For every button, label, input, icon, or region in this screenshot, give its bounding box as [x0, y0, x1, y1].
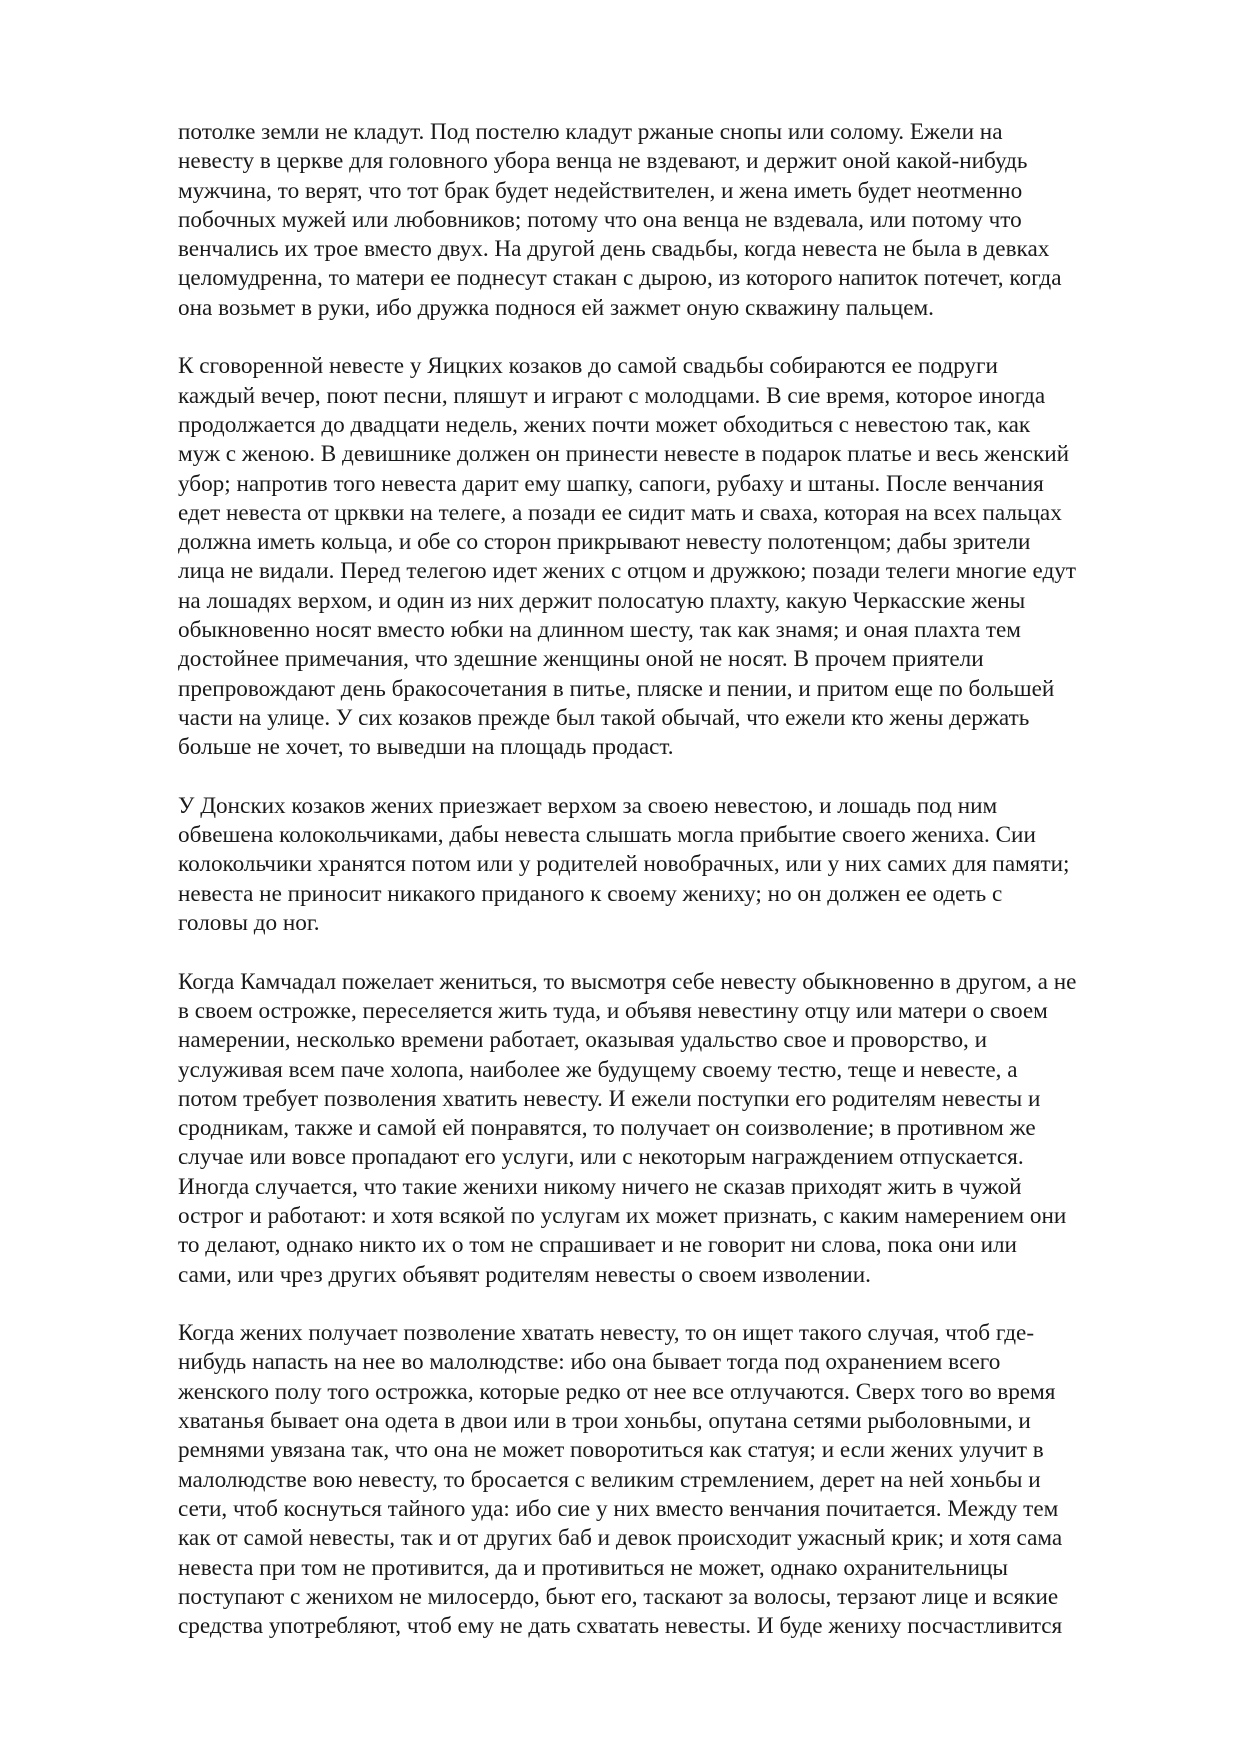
- text-line: каждый вечер, поют песни, пляшут и играют с молодцами. В сие время, которое иногда: [178, 382, 1046, 409]
- text-line: обыкновенно носят вместо юбки на длинном шесту, так как знамя; и оная плахта тем: [178, 617, 1021, 644]
- text-line: обвешена колокольчиками, дабы невеста слышать могла прибытие своего жениха. Сии: [178, 822, 1036, 849]
- text-line: малолюдстве вою невесту, то бросается с великим стремлением, дерет на ней хоньбы и: [178, 1466, 1041, 1493]
- text-line: потом требует позволения хватить невесту. И ежели поступки его родителям невесты и: [178, 1085, 1041, 1112]
- text-line: муж с женою. В девишнике должен он принести невесте в подарок платье и весь женский: [178, 441, 1070, 468]
- text-line: лица не видали. Перед телегою идет жених с отцом и дружкою; позади телеги многие едут: [178, 558, 1077, 585]
- text-line: сами, или чрез других объявят родителям невесты о своем изволении.: [178, 1261, 871, 1288]
- text-line: случае или вовсе пропадают его услуги, или с некоторым награждением отпускается.: [178, 1144, 1024, 1171]
- text-line: достойнее примечания, что здешние женщины оной не носят. В прочем приятели: [178, 646, 984, 673]
- text-line: убор; напротив того невеста дарит ему шапку, сапоги, рубаху и штаны. После венчания: [178, 470, 1044, 497]
- document-body: [178, 118, 1168, 1671]
- text-line: части на улице. У сих козаков прежде был такой обычай, что ежели кто жены держать: [178, 704, 1030, 731]
- paragraph-3: [178, 792, 1168, 938]
- text-line: больше не хочет, то выведши на площадь продаст.: [178, 734, 674, 761]
- text-line: К сговоренной невесте у Яицких козаков до самой свадьбы собираются ее подруги: [178, 353, 998, 380]
- text-line: должна иметь кольца, и обе со сторон прикрывают невесту полотенцом; дабы зрители: [178, 529, 1031, 556]
- text-line: она возьмет в руки, ибо дружка поднося ей зажмет оную скважину пальцем.: [178, 294, 934, 321]
- text-line: побочных мужей или любовников; потому что она венца не вздевала, или потому что: [178, 206, 1022, 233]
- text-line: сети, чтоб коснуться тайного уда: ибо сие у них вместо венчания почитается. Между тем: [178, 1495, 1059, 1522]
- text-line: головы до ног.: [178, 910, 320, 937]
- paragraph-1: [178, 118, 1168, 323]
- text-line: сродникам, также и самой ей понравятся, то получает он соизволение; в противном же: [178, 1115, 1036, 1142]
- text-line: поступают с женихом не милосердо, бьют его, таскают за волосы, терзают лице и всякие: [178, 1583, 1059, 1610]
- text-line: Иногда случается, что такие женихи никому ничего не сказав приходят жить в чужой: [178, 1173, 1022, 1200]
- text-line: У Донских козаков жених приезжает верхом за своею невестою, и лошадь под ним: [178, 792, 998, 819]
- text-line: то делают, однако никто их о том не спрашивает и не говорит ни слова, пока они или: [178, 1232, 1017, 1259]
- text-line: нибудь напасть на нее во малолюдстве: ибо она бывает тогда под охранением всего: [178, 1349, 1001, 1376]
- text-line: услуживая всем паче холопа, наиболее же будущему своему тестю, теще и невесте, а: [178, 1056, 1018, 1083]
- text-line: Когда жених получает позволение хватать невесту, то он ищет такого случая, чтоб где-: [178, 1320, 1035, 1347]
- paragraph-2: [178, 352, 1168, 762]
- text-line: невесту в церкве для головного убора венца не вздевают, и держит оной какой-нибудь: [178, 148, 1028, 175]
- paragraph-5: [178, 1319, 1168, 1641]
- text-line: острог и работают: и хотя всякой по услугам их может признать, с каким намерением они: [178, 1202, 1067, 1229]
- text-line: ремнями увязана так, что она не может поворотиться как статуя; и если жених улучит в: [178, 1437, 1044, 1464]
- text-line: препровождают день бракосочетания в питье, пляске и пении, и притом еще по большей: [178, 675, 1055, 702]
- text-line: невеста при том не противится, да и противиться не может, однако охранительницы: [178, 1554, 1009, 1581]
- text-line: хватанья бывает она одета в двои или в трои хоньбы, опутана сетями рыболовными, и: [178, 1408, 1031, 1435]
- text-line: на лошадях верхом, и один из них держит полосатую плахту, какую Черкасские жены: [178, 587, 1026, 614]
- text-line: невеста не приносит никакого приданого к своему жениху; но он должен ее одеть с: [178, 880, 1003, 907]
- text-line: женского полу того острожка, которые редко от нее все отлучаются. Сверх того во время: [178, 1378, 1056, 1405]
- text-line: колокольчики хранятся потом или у родителей новобрачных, или у них самих для памяти;: [178, 851, 1070, 878]
- text-line: средства употребляют, чтоб ему не дать схватать невесты. И буде жениху посчастливится: [178, 1613, 1063, 1640]
- text-line: целомудренна, то матери ее поднесут стакан с дырою, из которого напиток потечет, когда: [178, 265, 1062, 292]
- text-line: продолжается до двадцати недель, жених почти может обходиться с невестою так, как: [178, 411, 1031, 438]
- text-line: в своем острожке, переселяется жить туда, и объявя невестину отцу или матери о своем: [178, 997, 1048, 1024]
- text-line: как от самой невесты, так и от других баб и девок происходит ужасный крик; и хотя сама: [178, 1525, 1063, 1552]
- text-line: едет невеста от црквки на телеге, а позади ее сидит мать и сваха, которая на всех пальцах: [178, 499, 1062, 526]
- text-line: потолке земли не кладут. Под постелю кладут ржаные снопы или солому. Ежели на: [178, 119, 1003, 145]
- text-line: венчались их трое вместо двух. На другой день свадьбы, когда невеста не была в девках: [178, 236, 1050, 263]
- paragraph-4: [178, 968, 1168, 1290]
- text-line: мужчина, то верят, что тот брак будет недействителен, и жена иметь будет неотменно: [178, 177, 1023, 204]
- text-line: намерении, несколько времени работает, оказывая удальство свое и проворство, и: [178, 1027, 988, 1054]
- text-line: Когда Камчадал пожелает жениться, то высмотря себе невесту обыкновенно в другом, а не: [178, 968, 1077, 995]
